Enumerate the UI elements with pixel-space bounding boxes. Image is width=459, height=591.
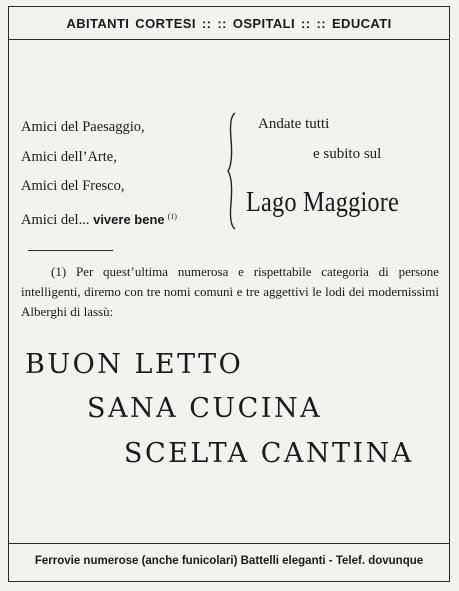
footnote-separator [28, 250, 113, 251]
header-banner: ABITANTI CORTESI :: :: OSPITALI :: :: EDUCATI [66, 16, 392, 31]
destination-title: Lago Maggiore [246, 186, 400, 218]
slogan-choice-cellar: SCELTA CANTINA [124, 438, 414, 469]
audience-line-good-living-emphasis: vivere bene [93, 211, 165, 227]
slogan-healthy-cuisine: SANA CUCINA [87, 393, 323, 424]
audience-line-good-living [21, 202, 177, 236]
footnote-text: (1) Per quest’ultima numerosa e rispettabile categoria di persone intelligenti, diremo con tre nomi comuni e tre aggettivi le lodi dei modernissimi Alberghi di lassù: [21, 264, 439, 319]
footer-divider [8, 543, 450, 544]
audience-list [21, 113, 177, 235]
call-to-action-line2: e subito sul [313, 146, 382, 162]
footer-banner: Ferrovie numerose (anche funicolari) Battelli eleganti - Telef. dovunque [34, 555, 424, 567]
header-divider [8, 39, 450, 40]
audience-line-good-living-prefix: Amici del... [21, 211, 94, 228]
brace-icon [226, 111, 242, 231]
audience-line-landscape: Amici del Paesaggio, [21, 119, 145, 135]
call-to-action-line1: Andate tutti [258, 116, 330, 132]
slogan-good-bed: BUON LETTO [25, 349, 244, 380]
audience-line-fresh-air: Amici del Fresco, [21, 178, 125, 194]
footnote-reference: (1) [167, 211, 177, 221]
audience-line-art: Amici dell’Arte, [21, 148, 117, 165]
